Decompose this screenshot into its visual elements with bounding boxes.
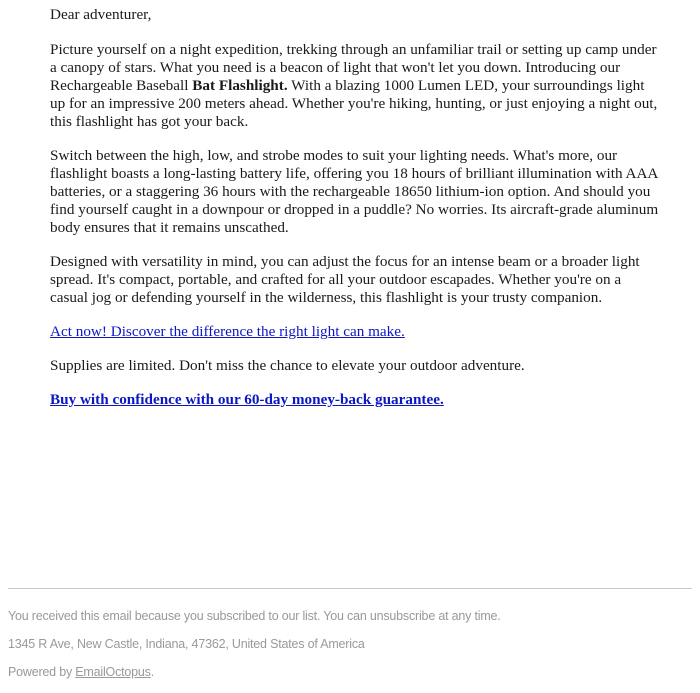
intro-text-cont: With a blazing 1000 Lumen LED, your surroundings light up for an impressive 200 meters ahead. Whether you're hiking, hunting, or just enjoying a night out, this flashlight has got your back. (50, 77, 658, 130)
powered-by (8, 664, 692, 692)
paragraph-modes: Switch between the high, low, and strobe modes to suit your lighting needs. What's more, our flashlight boasts a long-lasting battery life, offering you 18 hours of brilliant illumination with AAA batteries, or a staggering 36 hours with the rechargeable 18650 lithium-ion option. And should you find yourself caught in a downpour or dropped in a puddle? No worries. Its aircraft-grade aluminum body ensures that it remains unscathed. (50, 147, 659, 236)
cta-paragraph (50, 323, 660, 341)
guarantee-link[interactable]: Buy with confidence with our 60-day money-back guarantee. (50, 391, 444, 408)
greeting: Dear adventurer, (50, 6, 152, 23)
paragraph-design: Designed with versatility in mind, you can adjust the focus for an intense beam or a broader light spread. It's compact, portable, and crafted for all your outdoor escapades. Whether you're on a casual jog or defending yourself in the wilderness, this flashlight is your trusty companion. (50, 253, 640, 306)
subscription-notice: You received this email because you subscribed to our list. You can unsubscribe at any time. (8, 609, 501, 623)
emailoctopus-link[interactable]: EmailOctopus (75, 665, 151, 679)
intro-text: Picture yourself on a night expedition, trekking through an unfamiliar trail or setting up camp under a canopy of stars. What you need is a beacon of light that won't let you down. Introducing our Rechargeable Baseball (50, 41, 657, 94)
email-body (50, 6, 660, 425)
paragraph-intro (50, 41, 660, 131)
product-name: Bat Flashlight. (192, 77, 288, 94)
supplies-text: Supplies are limited. Don't miss the chance to elevate your outdoor adventure. (50, 357, 525, 374)
cta-link[interactable]: Act now! Discover the difference the right light can make. (50, 323, 405, 340)
sender-address: 1345 R Ave, New Castle, Indiana, 47362, United States of America (8, 637, 365, 651)
powered-by-suffix: . (150, 665, 154, 679)
powered-by-prefix: Powered by (8, 665, 76, 679)
footer-divider (8, 588, 692, 589)
guarantee-paragraph (50, 391, 660, 409)
email-footer (8, 608, 692, 692)
